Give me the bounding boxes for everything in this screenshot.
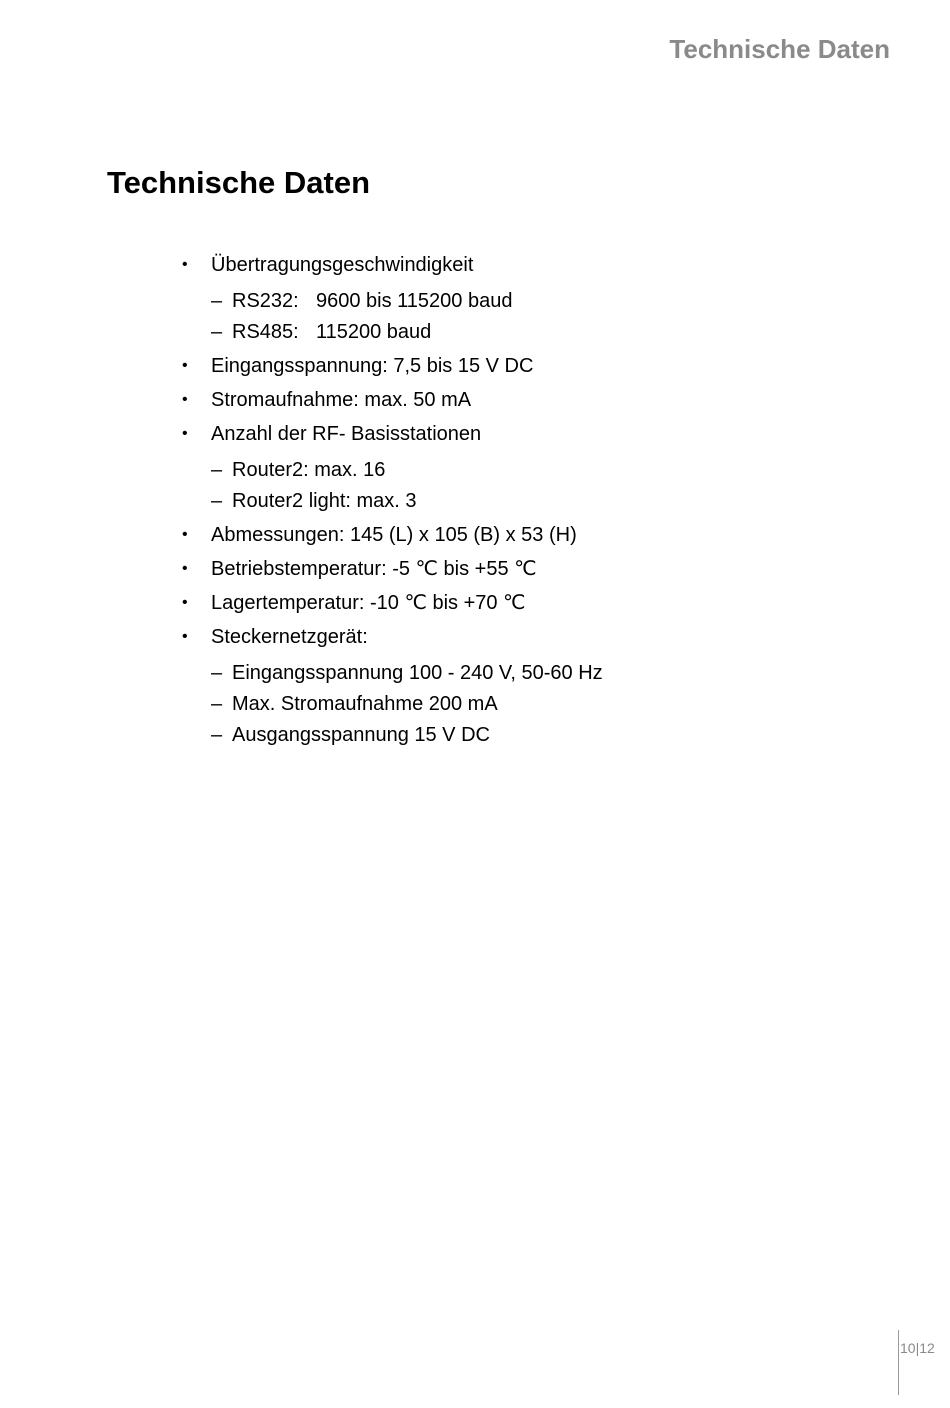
spec-item-operating-temperature — [180, 557, 880, 581]
spec-item-current-draw — [180, 388, 880, 412]
dash-icon: – — [211, 662, 223, 684]
bullet-icon: • — [182, 391, 188, 408]
spec-label: Stromaufnahme: max. 50 mA — [211, 389, 472, 411]
dash-icon: – — [211, 290, 223, 312]
sub-item-router2 — [211, 458, 880, 482]
page-title: Technische Daten — [107, 165, 371, 200]
sub-list — [211, 289, 880, 344]
sub-item-adapter-current — [211, 692, 880, 716]
sub-item-router2-light — [211, 489, 880, 513]
sub-text: Ausgangsspannung 15 V DC — [232, 724, 490, 746]
sub-list — [211, 661, 880, 747]
sub-text: Max. Stromaufnahme 200 mA — [232, 693, 498, 715]
bullet-icon: • — [182, 594, 188, 611]
sub-list — [211, 458, 880, 513]
spec-label: Betriebstemperatur: -5 ℃ bis +55 ℃ — [211, 558, 537, 580]
bullet-icon: • — [182, 560, 188, 577]
spec-item-base-stations — [180, 422, 880, 513]
page-number: 10|12 — [900, 1340, 935, 1356]
bullet-icon: • — [182, 357, 188, 374]
sub-value: 115200 baud — [316, 321, 432, 343]
bullet-icon: • — [182, 256, 188, 273]
dash-icon: – — [211, 490, 223, 512]
sub-text: Eingangsspannung 100 - 240 V, 50-60 Hz — [232, 662, 603, 684]
sub-text: Router2 light: max. 3 — [232, 490, 417, 512]
spec-label: Übertragungsgeschwindigkeit — [211, 254, 474, 276]
sub-item-adapter-input — [211, 661, 880, 685]
spec-item-input-voltage — [180, 354, 880, 378]
spec-label: Abmessungen: 145 (L) x 105 (B) x 53 (H) — [211, 524, 577, 546]
dash-icon: – — [211, 693, 223, 715]
running-header: Technische Daten — [669, 34, 890, 64]
spec-item-power-adapter — [180, 625, 880, 747]
dash-icon: – — [211, 724, 223, 746]
spec-item-storage-temperature — [180, 591, 880, 615]
sub-item-rs232 — [211, 289, 880, 313]
bullet-icon: • — [182, 425, 188, 442]
spec-label: Lagertemperatur: -10 ℃ bis +70 ℃ — [211, 592, 526, 614]
bullet-icon: • — [182, 526, 188, 543]
dash-icon: – — [211, 321, 223, 343]
spec-item-dimensions — [180, 523, 880, 547]
bullet-icon: • — [182, 628, 188, 645]
spec-label: Anzahl der RF- Basisstationen — [211, 423, 482, 445]
sub-item-rs485 — [211, 320, 880, 344]
sub-text: Router2: max. 16 — [232, 459, 386, 481]
spec-list — [180, 253, 880, 757]
sub-key: RS232: — [232, 290, 299, 312]
spec-label: Steckernetzgerät: — [211, 626, 368, 648]
sub-item-adapter-output — [211, 723, 880, 747]
spec-item-transfer-rate — [180, 253, 880, 344]
spec-label: Eingangsspannung: 7,5 bis 15 V DC — [211, 355, 534, 377]
dash-icon: – — [211, 459, 223, 481]
footer-divider — [898, 1330, 899, 1395]
sub-key: RS485: — [232, 321, 299, 343]
sub-value: 9600 bis 115200 baud — [316, 290, 513, 312]
